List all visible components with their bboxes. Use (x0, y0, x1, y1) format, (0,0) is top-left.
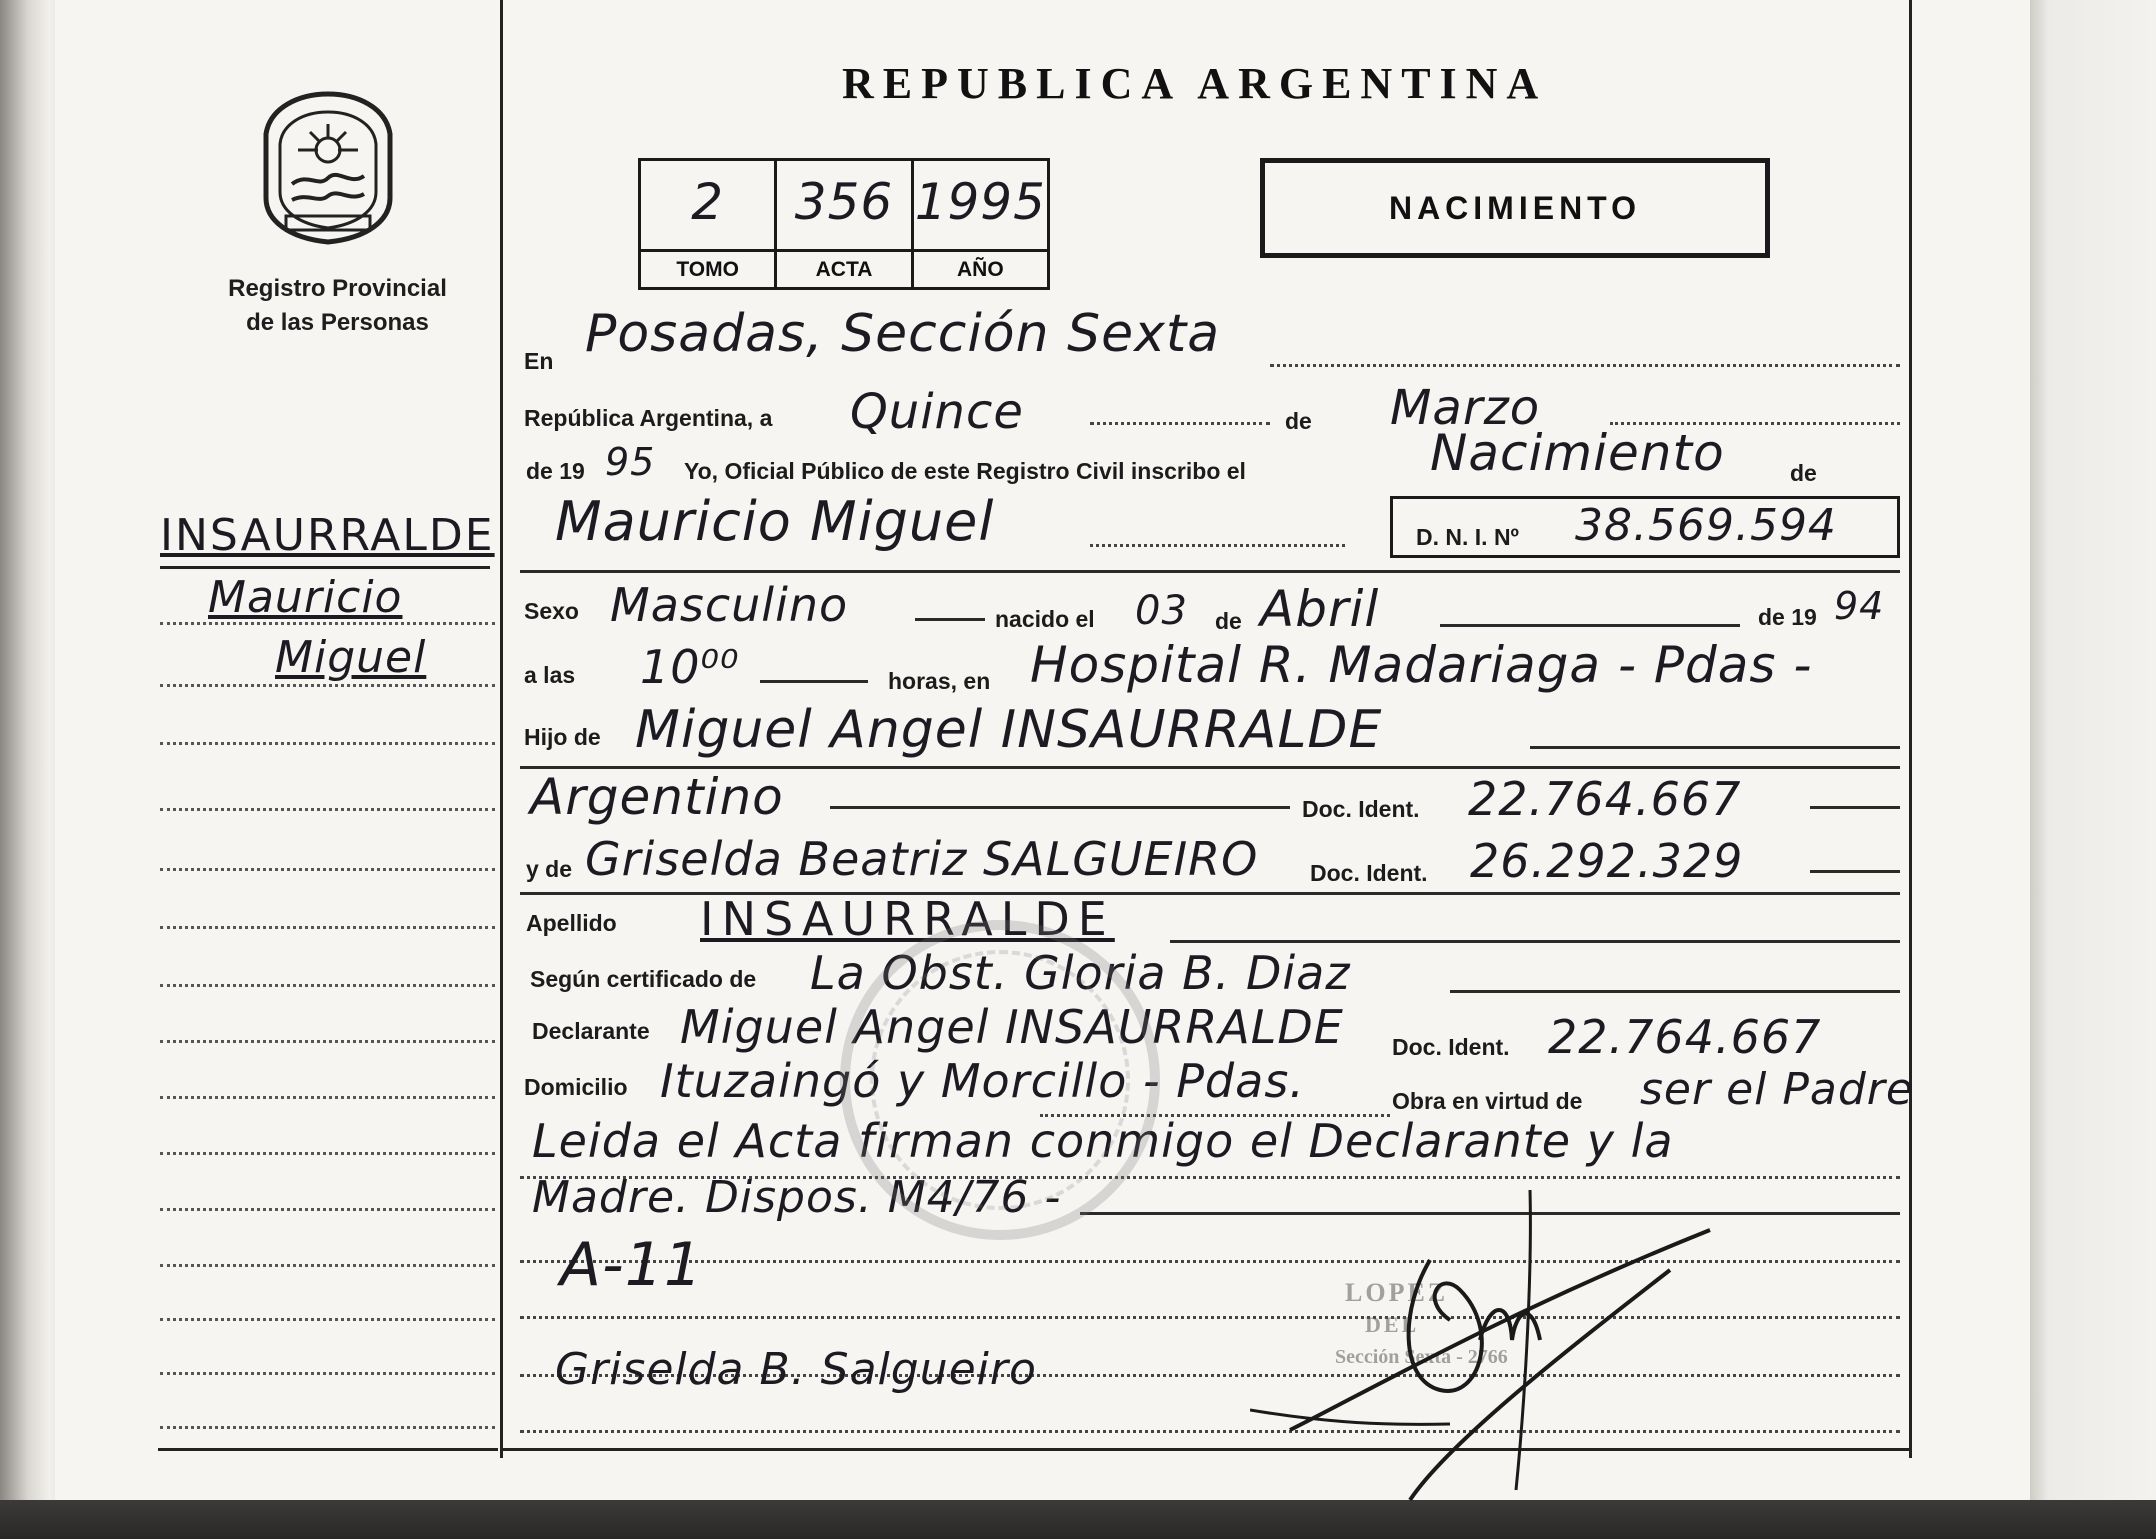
doc-ident-madre-label: Doc. Ident. (1310, 860, 1428, 886)
stub-rule (160, 566, 490, 569)
declarante-label: Declarante (532, 1018, 650, 1044)
doc-padre-fill (1810, 806, 1900, 809)
stub-line (160, 1152, 495, 1155)
lugar-fill (1270, 364, 1900, 367)
stub-line (160, 742, 495, 745)
domicilio-value: Ituzaingó y Morcillo - Pdas. (660, 1054, 1305, 1108)
hora-value: 10⁰⁰ (640, 640, 740, 694)
tomo-cell (641, 161, 777, 287)
padre-fill (1530, 746, 1900, 749)
provincial-seal-icon (258, 88, 398, 246)
nota-linea-2: Madre. Dispos. M4/76 - (532, 1172, 1062, 1223)
section-rule (520, 570, 1900, 573)
registry-office-name (200, 272, 475, 340)
certificado-fill (1450, 990, 1900, 993)
stub-given-name-1: Mauricio (208, 572, 403, 623)
de19-label: de 19 (526, 458, 585, 484)
en-label: En (524, 348, 554, 374)
lugar-nac-value: Hospital R. Madariaga - Pdas - (1030, 636, 1813, 694)
a-las-label: a las (524, 662, 576, 688)
tipo-inscripcion-value: Nacimiento (1430, 424, 1725, 482)
horas-en-label: horas, en (888, 668, 991, 694)
stub-line (160, 1096, 495, 1099)
ano-nac-label: de 19 (1758, 604, 1817, 630)
madre-value: Griselda Beatriz SALGUEIRO (585, 832, 1259, 886)
acta-cell (777, 161, 913, 287)
doc-madre-fill (1810, 870, 1900, 873)
mes-nac-value: Abril (1260, 580, 1380, 638)
nacido-label: nacido el (995, 606, 1095, 632)
stub-line (160, 1040, 495, 1043)
official-stamp-line-1: LOPEZ (1345, 1278, 1449, 1307)
official-signature-icon (1250, 1190, 1730, 1510)
segun-label: Según certificado de (530, 966, 757, 992)
nacionalidad-fill (830, 806, 1290, 809)
office-name-line-1: Registro Provincial (228, 275, 447, 302)
de-label: de (1285, 408, 1312, 434)
firma-1: A-11 (560, 1230, 704, 1300)
dia-fill (1090, 422, 1270, 425)
domicilio-label: Domicilio (524, 1074, 628, 1100)
apellido-fill (1170, 940, 1900, 943)
doc-madre-value: 26.292.329 (1470, 834, 1744, 888)
stub-line (160, 868, 495, 871)
dni-value: 38.569.594 (1575, 500, 1837, 551)
ano-cell (914, 161, 1047, 287)
registry-number-box (638, 158, 1050, 290)
obra-label: Obra en virtud de (1392, 1088, 1583, 1114)
certificado-value: La Obst. Gloria B. Diaz (810, 946, 1351, 1000)
page-bottom-shadow (0, 1500, 2156, 1539)
ano-value: 1995 (914, 173, 1046, 231)
oficial-text: Yo, Oficial Público de este Registro Civil inscribo el (684, 458, 1246, 484)
stub-given-name-2: Miguel (275, 632, 427, 683)
stub-line (160, 808, 495, 811)
apellido-value: INSAURRALDE (700, 892, 1115, 946)
ano-label: AÑO (914, 249, 1047, 287)
nombre-value: Mauricio Miguel (555, 490, 995, 553)
hijo-label: Hijo de (524, 724, 601, 750)
stub-line (160, 1372, 495, 1375)
stub-line (160, 1318, 495, 1321)
sexo-fill (915, 618, 985, 621)
nacionalidad-padre-value: Argentino (530, 768, 784, 826)
stub-surname: INSAURRALDE (160, 510, 495, 561)
acta-label: ACTA (777, 249, 910, 287)
doc-ident-padre-label: Doc. Ident. (1302, 796, 1420, 822)
sexo-value: Masculino (610, 578, 849, 632)
country-title: REPUBLICA ARGENTINA (842, 59, 1548, 108)
dni-label: D. N. I. Nº (1416, 524, 1519, 550)
ano-nac-value: 94 (1834, 584, 1885, 628)
apellido-label: Apellido (526, 910, 617, 936)
acta-value: 356 (794, 173, 894, 231)
official-stamp-line-2: DEL (1365, 1312, 1420, 1337)
stub-line (160, 1426, 495, 1429)
facing-page-edge (2030, 0, 2156, 1539)
stub-line (160, 926, 495, 929)
stub-line (160, 984, 495, 987)
stub-bottom-rule (158, 1448, 498, 1451)
hora-fill (760, 680, 868, 683)
declarante-value: Miguel Angel INSAURRALDE (680, 1000, 1344, 1054)
official-stamp-line-3: Sección Sexta - 2766 (1335, 1346, 1508, 1368)
office-name-line-2: de las Personas (246, 309, 429, 336)
y-de-label: y de (526, 856, 573, 882)
firma-2: Griselda B. Salgueiro (555, 1344, 1037, 1395)
tomo-value: 2 (691, 173, 725, 231)
nombre-fill (1090, 544, 1345, 547)
stub-line (160, 622, 495, 625)
dia-value: Quince (850, 384, 1024, 440)
lugar-value: Posadas, Sección Sexta (585, 304, 1221, 364)
mes-nac-fill (1440, 624, 1740, 627)
nota-linea-1: Leida el Acta firman conmigo el Declarante y la (532, 1114, 1674, 1168)
registry-stamp-inner (870, 950, 1130, 1210)
padre-value: Miguel Angel INSAURRALDE (635, 700, 1383, 760)
republica-label: República Argentina, a (524, 405, 773, 431)
ano-registro-value: 95 (605, 440, 656, 484)
stub-line (160, 1264, 495, 1267)
stub-line (160, 1208, 495, 1211)
sexo-label: Sexo (524, 598, 579, 624)
dia-nac-value: 03 (1135, 588, 1188, 634)
obra-value: ser el Padre (1640, 1064, 1914, 1115)
stub-line (160, 684, 495, 687)
tomo-label: TOMO (641, 249, 774, 287)
document-type-box: NACIMIENTO (1260, 158, 1770, 258)
doc-declarante-value: 22.764.667 (1548, 1010, 1822, 1064)
de-nac-label: de (1215, 608, 1242, 634)
de-end-label: de (1790, 460, 1817, 486)
mes-value: Marzo (1390, 380, 1541, 436)
doc-ident-declarante-label: Doc. Ident. (1392, 1034, 1510, 1060)
doc-padre-value: 22.764.667 (1468, 772, 1742, 826)
